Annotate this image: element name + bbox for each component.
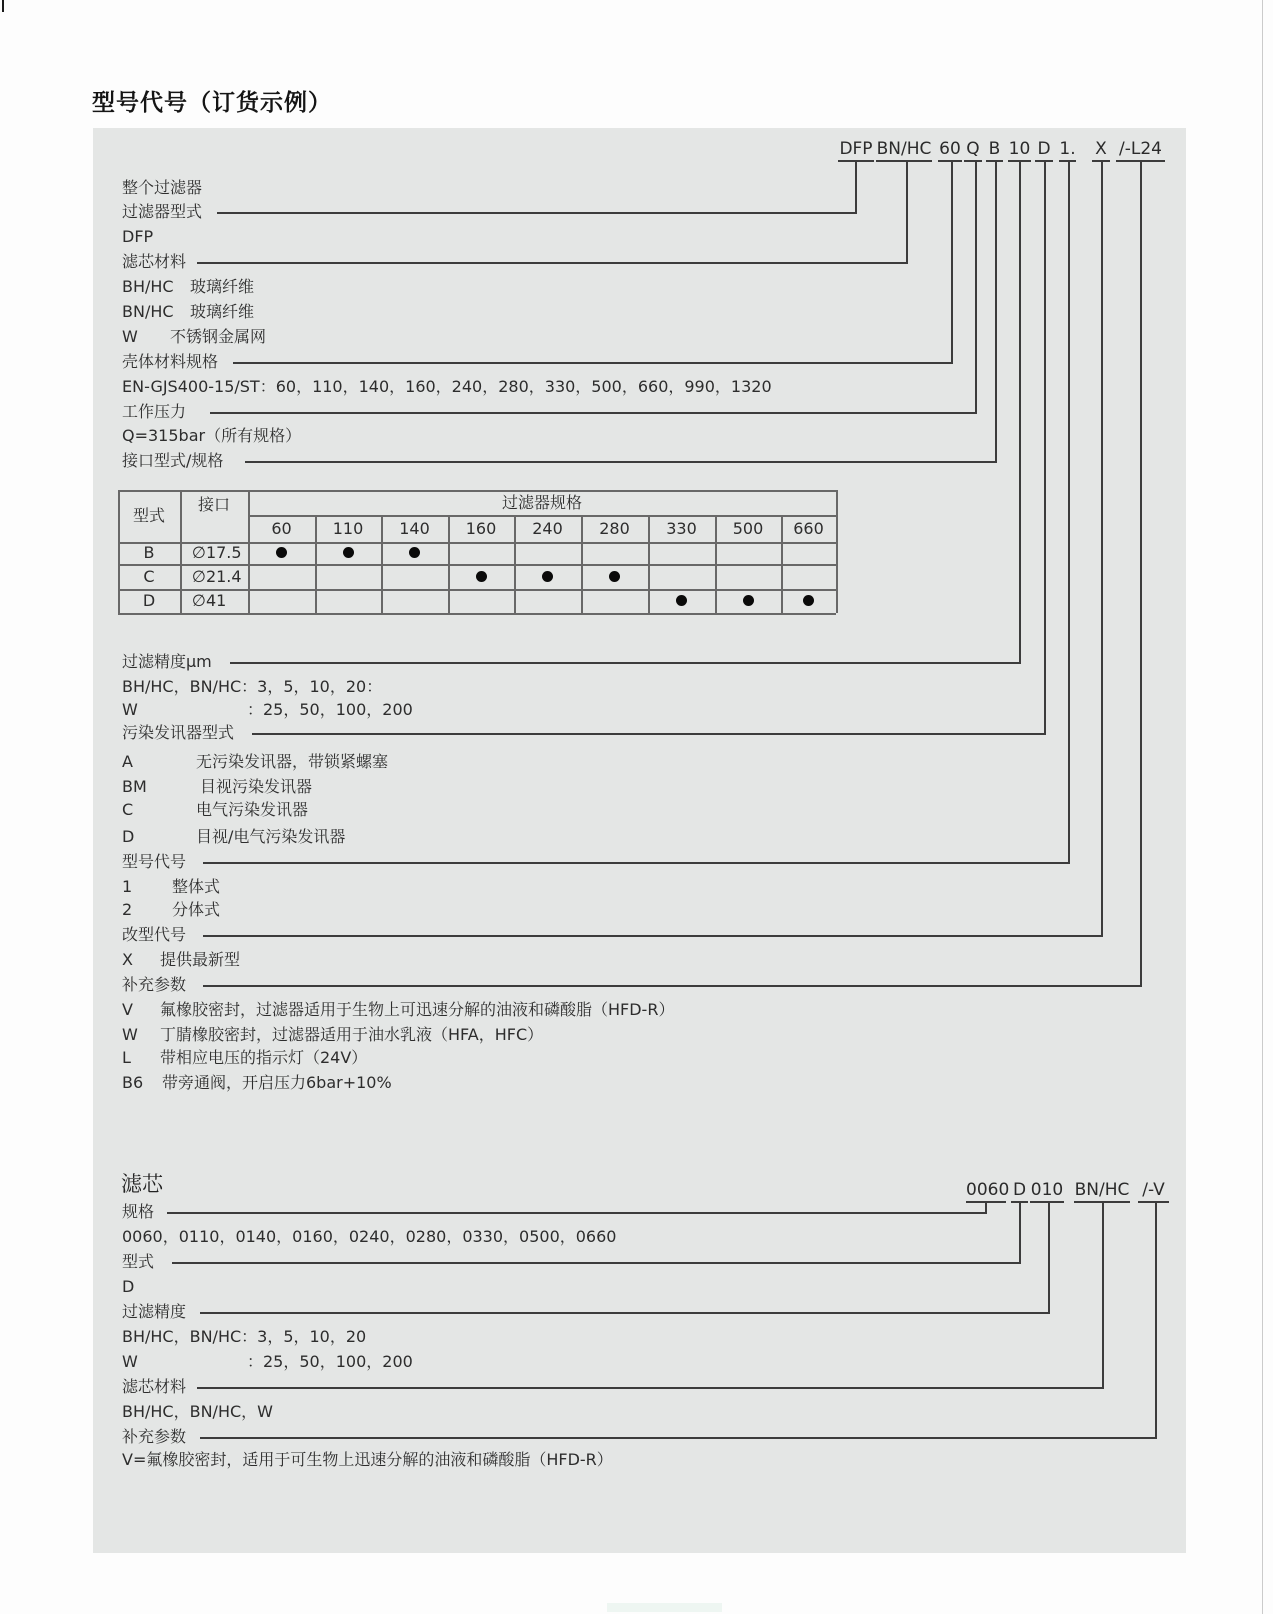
- table-dot: [276, 547, 287, 558]
- connector-vline: [995, 161, 997, 463]
- element-section-heading: 滤芯: [121, 1172, 163, 1196]
- table-border: [836, 490, 838, 613]
- filter-model-code-segment: /-L24: [1116, 140, 1165, 162]
- element-model-code-segment: 010: [1030, 1181, 1064, 1203]
- spec-row-text: DFP: [122, 227, 154, 246]
- spec-row-desc: 氟橡胶密封，过滤器适用于生物上可迅速分解的油液和磷酸脂（HFD-R）: [160, 1000, 675, 1019]
- spec-row-text: BH/HC，BN/HC：3，5，10，20: [122, 1327, 367, 1346]
- spec-row-text: EN-GJS400-15/ST：60，110，140，160，240，280，330，500，660，990，1320: [122, 377, 772, 396]
- connector-rule: [172, 1262, 1021, 1264]
- spec-row-desc: 玻璃纤维: [190, 302, 255, 321]
- table-dot: [609, 571, 620, 582]
- spec-row-label: 滤芯材料: [122, 252, 187, 271]
- table-dot: [542, 571, 553, 582]
- connector-vline: [1044, 161, 1046, 735]
- connector-rule: [203, 935, 1103, 937]
- filter-model-code-segment: X: [1092, 140, 1110, 162]
- filter-model-code-segment: DFP: [838, 140, 874, 162]
- spec-row-desc: 目视污染发讯器: [200, 777, 313, 796]
- table-dot: [803, 595, 814, 606]
- spec-row-desc: 无污染发讯器，带锁紧螺塞: [196, 752, 389, 771]
- spec-row-desc: 电气污染发讯器: [196, 800, 309, 819]
- table-header-type: 型式: [132, 506, 165, 525]
- connector-rule: [197, 1387, 1104, 1389]
- spec-row-desc: 带旁通阀，开启压力6bar+10%: [162, 1073, 392, 1092]
- spec-row-desc: 带相应电压的指示灯（24V）: [160, 1048, 368, 1067]
- connector-vline: [1019, 161, 1021, 664]
- filter-model-code-segment: Q: [964, 140, 982, 162]
- element-model-code-segment: 0060: [966, 1181, 1006, 1203]
- spec-row-code: C: [122, 800, 134, 819]
- faint-watermark: [607, 1603, 722, 1612]
- table-cell-port: ∅17.5: [192, 543, 242, 562]
- spec-row-text: BH/HC，BN/HC，W: [122, 1402, 273, 1421]
- table-dot: [676, 595, 687, 606]
- spec-row-label: 改型代号: [122, 925, 187, 944]
- spec-row-label: 型号代号: [122, 852, 187, 871]
- spec-row-code: BH/HC: [122, 277, 174, 296]
- table-header-size: 160: [465, 519, 497, 538]
- spec-row-label: 补充参数: [122, 975, 187, 994]
- spec-row-text: Q=315bar（所有规格）: [122, 426, 302, 445]
- spec-row-code: B6: [122, 1073, 144, 1092]
- spec-row-code: BM: [122, 777, 147, 796]
- spec-row-label: 壳体材料规格: [122, 352, 219, 371]
- spec-row-code: X: [122, 950, 133, 969]
- table-header-size: 140: [399, 519, 430, 538]
- spec-row-label: 型式: [122, 1252, 155, 1271]
- connector-rule: [252, 733, 1046, 735]
- connector-rule: [197, 262, 908, 264]
- table-dot: [743, 595, 754, 606]
- connector-vline: [906, 161, 908, 264]
- table-cell-port: ∅41: [192, 591, 227, 610]
- print-crop-mark: [2, 0, 4, 12]
- connector-vline: [975, 161, 977, 414]
- connector-rule: [203, 862, 1070, 864]
- connector-vline: [1068, 161, 1070, 864]
- connector-rule: [245, 461, 997, 463]
- connector-vline: [1140, 161, 1142, 987]
- table-cell-type: C: [143, 567, 155, 586]
- spec-row-label: 过滤精度μm: [122, 652, 212, 671]
- filter-model-code-segment: 1.: [1059, 140, 1076, 162]
- connector-vline: [1102, 1202, 1104, 1389]
- spec-row-text: D: [122, 1277, 135, 1296]
- spec-row-desc: 目视/电气污染发讯器: [196, 827, 346, 846]
- table-header-port: 接口: [197, 495, 230, 514]
- spec-row-code: W: [122, 327, 138, 346]
- spec-row-desc: ：25，50，100，200: [247, 700, 413, 719]
- element-model-code-segment: /-V: [1138, 1181, 1169, 1203]
- spec-row-label: 污染发讯器型式: [122, 723, 235, 742]
- spec-row-text: 0060，0110，0140，0160，0240，0280，0330，0500，0660: [122, 1227, 617, 1246]
- connector-rule: [167, 1212, 987, 1214]
- connector-vline: [1019, 1202, 1021, 1264]
- table-header-size: 110: [332, 519, 364, 538]
- spec-row-text: V=氟橡胶密封，适用于可生物上迅速分解的油液和磷酸脂（HFD-R）: [122, 1450, 613, 1469]
- connector-rule: [233, 362, 953, 364]
- table-header-size: 280: [599, 519, 630, 538]
- spec-row-desc: 玻璃纤维: [190, 277, 255, 296]
- connector-rule: [200, 1312, 1050, 1314]
- spec-row-code: D: [122, 827, 135, 846]
- table-cell-type: D: [142, 591, 156, 610]
- table-header-size: 240: [532, 519, 563, 538]
- connector-rule: [203, 985, 1142, 987]
- spec-row-text: BH/HC，BN/HC：3，5，10，20：: [122, 677, 383, 696]
- table-header-group: 过滤器规格: [501, 493, 582, 512]
- filter-model-code-segment: 60: [938, 140, 962, 162]
- filter-model-code-segment: BN/HC: [876, 140, 932, 162]
- spec-row-label: 补充参数: [122, 1427, 187, 1446]
- table-header-size: 60: [271, 519, 292, 538]
- spec-row-label: 滤芯材料: [122, 1377, 187, 1396]
- connector-rule: [200, 1437, 1157, 1439]
- connector-vline: [1101, 161, 1103, 937]
- connector-vline: [855, 161, 857, 214]
- table-cell-port: ∅21.4: [192, 567, 242, 586]
- spec-row-desc: 分体式: [172, 900, 221, 919]
- spec-row-label: 过滤精度: [122, 1302, 187, 1321]
- spec-row-desc: 不锈钢金属网: [170, 327, 267, 346]
- table-border: [118, 613, 836, 615]
- filter-model-code-segment: 10: [1008, 140, 1031, 162]
- spec-row-code: 1: [122, 877, 133, 896]
- element-model-code-segment: BN/HC: [1074, 1181, 1130, 1203]
- spec-row-code: L: [122, 1048, 131, 1067]
- scan-edge-line: [1262, 0, 1263, 1614]
- spec-row-label: 接口型式/规格: [122, 451, 224, 470]
- overall-filter-label: 整个过滤器: [122, 178, 203, 197]
- page-title: 型号代号（订货示例）: [92, 90, 332, 116]
- filter-model-code-segment: D: [1035, 140, 1053, 162]
- spec-row-code: A: [122, 752, 133, 771]
- connector-vline: [1155, 1202, 1157, 1439]
- spec-row-code: W: [122, 700, 138, 719]
- spec-row-desc: ：25，50，100，200: [247, 1352, 413, 1371]
- connector-rule: [217, 212, 857, 214]
- table-dot: [409, 547, 420, 558]
- spec-row-code: V: [122, 1000, 133, 1019]
- connector-vline: [951, 161, 953, 364]
- spec-row-code: W: [122, 1025, 138, 1044]
- connector-rule: [230, 662, 1021, 664]
- spec-row-code: W: [122, 1352, 138, 1371]
- element-model-code-segment: D: [1011, 1181, 1028, 1203]
- spec-row-label: 规格: [122, 1202, 155, 1221]
- spec-row-desc: 提供最新型: [160, 950, 241, 969]
- table-header-size: 330: [666, 519, 697, 538]
- connector-rule: [210, 412, 977, 414]
- table-dot: [343, 547, 354, 558]
- spec-row-desc: 丁腈橡胶密封，过滤器适用于油水乳液（HFA，HFC）: [160, 1025, 544, 1044]
- table-dot: [476, 571, 487, 582]
- table-cell-type: B: [143, 543, 155, 562]
- filter-model-code-segment: B: [986, 140, 1003, 162]
- table-header-size: 500: [732, 519, 764, 538]
- spec-row-code: 2: [122, 900, 133, 919]
- table-header-size: 660: [793, 519, 824, 538]
- spec-row-desc: 整体式: [172, 877, 221, 896]
- spec-row-label: 工作压力: [122, 402, 187, 421]
- spec-row-label: 过滤器型式: [122, 202, 203, 221]
- spec-row-code: BN/HC: [122, 302, 174, 321]
- connector-vline: [1048, 1202, 1050, 1314]
